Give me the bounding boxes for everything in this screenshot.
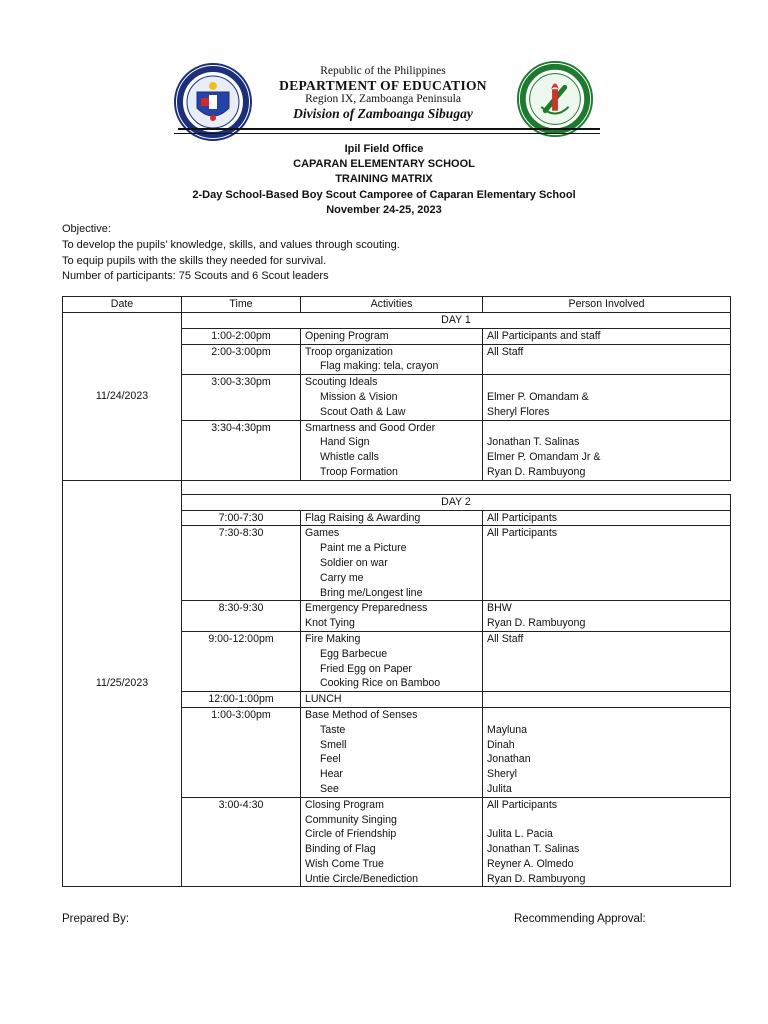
activity-line: Opening Program xyxy=(305,329,389,342)
person-line: Ryan D. Rambuyong xyxy=(487,872,586,885)
person-line xyxy=(487,556,726,571)
activities-cell xyxy=(301,692,483,708)
time-cell: 3:30-4:30pm xyxy=(182,420,301,480)
activities-cell xyxy=(301,328,483,344)
activity-line: Scout Oath & Law xyxy=(320,405,406,418)
objective-label: Objective: xyxy=(62,223,111,235)
person-cell xyxy=(483,344,731,375)
person-cell xyxy=(483,328,731,344)
activity-line: Feel xyxy=(320,753,341,766)
person-line xyxy=(487,647,726,662)
division-line: Division of Zamboanga Sibugay xyxy=(293,106,473,121)
activity-line: Fire Making xyxy=(305,632,361,645)
activity-line: See xyxy=(320,782,339,795)
activity-line: Cooking Rice on Bamboo xyxy=(320,677,441,690)
person-cell xyxy=(483,510,731,526)
activity-line: Hand Sign xyxy=(320,436,370,449)
republic-line: Republic of the Philippines xyxy=(320,65,446,77)
activity-line: Community Singing xyxy=(305,813,397,826)
person-line: Jonathan T. Salinas xyxy=(487,843,580,856)
activity-line: Carry me xyxy=(320,571,364,584)
activity-line: Binding of Flag xyxy=(305,843,376,856)
activities-cell xyxy=(301,344,483,375)
activities-cell xyxy=(301,631,483,691)
header-person-involved: Person Involved xyxy=(483,297,731,313)
person-line: Elmer P. Omandam & xyxy=(487,390,589,403)
activity-line: Bring me/Longest line xyxy=(320,586,423,599)
letterhead-rule-thin xyxy=(174,133,600,134)
activity-line: Taste xyxy=(320,723,346,736)
activity-line: Paint me a Picture xyxy=(320,542,407,555)
event-dates: November 24-25, 2023 xyxy=(326,203,442,216)
objective-item: To develop the pupils’ knowledge, skills, and values through scouting. xyxy=(62,238,400,251)
document-heading xyxy=(0,142,768,218)
activity-line: Egg Barbecue xyxy=(320,647,388,660)
person-line xyxy=(487,421,726,436)
activity-line: Flag Raising & Awarding xyxy=(305,511,421,524)
activity-line: Smartness and Good Order xyxy=(305,421,436,434)
person-cell xyxy=(483,601,731,632)
day-label: DAY 1 xyxy=(182,313,731,329)
person-line xyxy=(487,586,726,601)
activity-line: Mission & Vision xyxy=(320,390,398,403)
person-cell xyxy=(483,707,731,797)
person-line: All Participants xyxy=(487,511,558,524)
person-line: Julita xyxy=(487,782,512,795)
person-line xyxy=(487,541,726,556)
day-label-row xyxy=(63,313,731,329)
person-line xyxy=(487,375,726,390)
header-time: Time xyxy=(182,297,301,313)
day1-section xyxy=(63,313,731,481)
person-line xyxy=(487,571,726,586)
deped-seal-icon xyxy=(173,62,253,142)
time-cell: 3:00-4:30 xyxy=(182,797,301,887)
person-line: All Participants xyxy=(487,798,558,811)
recommending-approval-label: Recommending Approval: xyxy=(514,913,646,925)
activities-cell xyxy=(301,375,483,420)
person-cell xyxy=(483,420,731,480)
objectives xyxy=(62,222,722,285)
activity-line: Base Method of Senses xyxy=(305,708,418,721)
person-line: All Participants xyxy=(487,527,558,540)
activity-line: Wish Come True xyxy=(305,857,384,870)
prepared-by-label: Prepared By: xyxy=(62,913,130,925)
activities-cell xyxy=(301,601,483,632)
person-line: Sheryl Flores xyxy=(487,405,550,418)
person-line: Elmer P. Omandam Jr & xyxy=(487,451,601,464)
activity-line: Knot Tying xyxy=(305,617,355,630)
activity-line: Flag making: tela, crayon xyxy=(320,360,439,373)
person-line xyxy=(487,359,726,374)
date-cell: 11/24/2023 xyxy=(63,313,182,481)
activity-line: Troop Formation xyxy=(320,465,398,478)
person-cell xyxy=(483,692,731,708)
objective-item: To equip pupils with the skills they needed for survival. xyxy=(62,254,327,267)
person-cell xyxy=(483,631,731,691)
time-cell: 2:00-3:00pm xyxy=(182,344,301,375)
person-line: Ryan D. Rambuyong xyxy=(487,617,586,630)
school-name: CAPARAN ELEMENTARY SCHOOL xyxy=(293,158,475,171)
time-cell: 1:00-3:00pm xyxy=(182,707,301,797)
person-line xyxy=(487,708,726,723)
table-header-row xyxy=(63,297,731,313)
activity-line: LUNCH xyxy=(305,693,342,706)
activity-line: Fried Egg on Paper xyxy=(320,662,412,675)
activity-line: Whistle calls xyxy=(320,451,379,464)
person-line: Reyner A. Olmedo xyxy=(487,857,574,870)
person-line: Ryan D. Rambuyong xyxy=(487,465,586,478)
time-cell: 7:30-8:30 xyxy=(182,526,301,601)
person-cell xyxy=(483,797,731,887)
letterhead-text xyxy=(258,64,508,122)
letterhead xyxy=(0,0,768,140)
activities-cell xyxy=(301,510,483,526)
person-line: Jonathan xyxy=(487,753,531,766)
day2-section xyxy=(63,480,731,887)
activity-line: Games xyxy=(305,527,340,540)
participants-count: Number of participants: 75 Scouts and 6 Scout leaders xyxy=(62,270,329,283)
activities-cell xyxy=(301,707,483,797)
person-line: All Participants and staff xyxy=(487,329,601,342)
activity-line: Soldier on war xyxy=(320,556,388,569)
person-line: Mayluna xyxy=(487,723,528,736)
division-seal-icon xyxy=(516,60,594,138)
person-line: Dinah xyxy=(487,738,515,751)
date-cell: 11/25/2023 xyxy=(63,480,182,887)
time-cell: 7:00-7:30 xyxy=(182,510,301,526)
time-cell: 1:00-2:00pm xyxy=(182,328,301,344)
activity-line: Circle of Friendship xyxy=(305,828,397,841)
person-cell xyxy=(483,526,731,601)
time-cell: 12:00-1:00pm xyxy=(182,692,301,708)
person-line xyxy=(487,662,726,677)
activity-line: Scouting Ideals xyxy=(305,376,378,389)
header-activities: Activities xyxy=(301,297,483,313)
person-line xyxy=(487,813,726,828)
department-line: DEPARTMENT OF EDUCATION xyxy=(279,78,487,93)
person-line xyxy=(487,676,726,691)
person-line: Sheryl xyxy=(487,768,518,781)
region-line: Region IX, Zamboanga Peninsula xyxy=(305,93,461,105)
activity-line: Untie Circle/Benediction xyxy=(305,872,419,885)
office-name: Ipil Field Office xyxy=(344,143,424,155)
activities-cell xyxy=(301,526,483,601)
day-label: DAY 2 xyxy=(182,494,731,510)
training-matrix-table xyxy=(62,296,731,887)
spacer-row xyxy=(63,480,731,494)
letterhead-rule xyxy=(178,128,600,130)
time-cell: 3:00-3:30pm xyxy=(182,375,301,420)
activities-cell xyxy=(301,420,483,480)
spacer-cell xyxy=(182,480,731,494)
activity-line: Closing Program xyxy=(305,798,384,811)
time-cell: 8:30-9:30 xyxy=(182,601,301,632)
activities-cell xyxy=(301,797,483,887)
document-title: TRAINING MATRIX xyxy=(335,173,433,186)
header-date: Date xyxy=(63,297,182,313)
person-line: BHW xyxy=(487,602,512,615)
person-cell xyxy=(483,375,731,420)
time-cell: 9:00-12:00pm xyxy=(182,631,301,691)
person-line: All Staff xyxy=(487,345,524,358)
person-line: All Staff xyxy=(487,632,524,645)
activity-line: Hear xyxy=(320,768,343,781)
event-title: 2-Day School-Based Boy Scout Camporee of Caparan Elementary School xyxy=(192,188,576,201)
activity-line: Troop organization xyxy=(305,345,393,358)
activity-line: Smell xyxy=(320,738,347,751)
person-line xyxy=(487,692,726,707)
person-line: Jonathan T. Salinas xyxy=(487,436,580,449)
activity-line: Emergency Preparedness xyxy=(305,602,428,615)
person-line: Julita L. Pacia xyxy=(487,828,553,841)
